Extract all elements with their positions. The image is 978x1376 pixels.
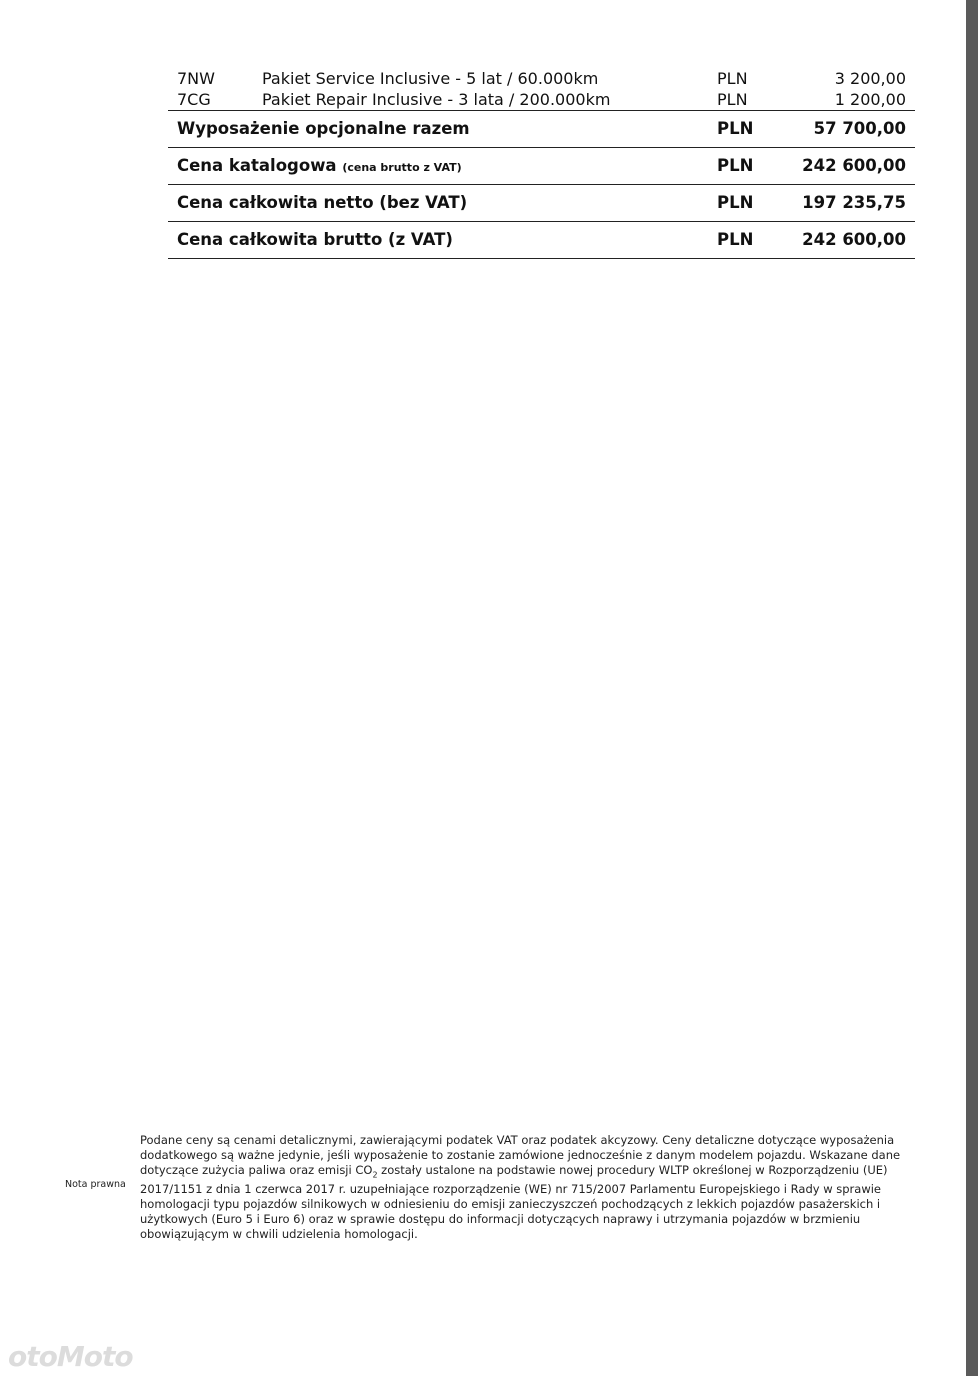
options-total-label: Wyposażenie opcjonalne razem: [177, 119, 470, 138]
gross-price-row: [168, 222, 915, 259]
page-edge: [966, 0, 978, 1376]
legal-text-part-1: Podane ceny są cenami detalicznymi, zawierającymi podatek VAT oraz podatek akcyzowy. Ceny detaliczne dotyczące wyposażenia dodatkowego są ważne jedynie, jeśli wyposażenie to zostanie zamówione jednocześnie z danym modelem pojazdu. Wskazane dane dotyczące zużycia paliwa oraz emisji CO: [140, 1133, 901, 1177]
options-total-currency: PLN: [717, 119, 754, 138]
gross-price-amount: 242 600,00: [802, 230, 906, 249]
gross-price-currency: PLN: [717, 230, 754, 249]
legal-note-paragraph: [140, 1133, 910, 1242]
table-row: [168, 68, 915, 89]
table-row: [168, 89, 915, 111]
catalog-price-label-group: [177, 148, 462, 186]
option-amount: 1 200,00: [834, 90, 906, 109]
co2-subscript: 2: [372, 1170, 378, 1180]
catalog-price-row: [168, 148, 915, 185]
option-code: 7NW: [177, 69, 215, 88]
option-description: Pakiet Repair Inclusive - 3 lata / 200.000km: [262, 90, 611, 109]
catalog-price-label: Cena katalogowa: [177, 156, 337, 175]
catalog-price-amount: 242 600,00: [802, 156, 906, 175]
options-total-row: [168, 111, 915, 148]
option-description: Pakiet Service Inclusive - 5 lat / 60.000km: [262, 69, 599, 88]
net-price-currency: PLN: [717, 193, 754, 212]
net-price-row: [168, 185, 915, 222]
net-price-label: Cena całkowita netto (bez VAT): [177, 193, 468, 212]
catalog-price-note: (cena brutto z VAT): [342, 161, 462, 174]
options-total-amount: 57 700,00: [813, 119, 906, 138]
legal-note-text: [140, 1133, 910, 1242]
legal-text-part-2: zostały ustalone na podstawie nowej procedury WLTP określonej w Rozporządzeniu (UE) 2017/1151 z dnia 1 czerwca 2017 r. uzupełniające rozporządzenie (WE) nr 715/2007 Parlamentu Europejskiego i Rady w sprawie homologacji typu pojazdów silnikowych w odniesieniu do emisji zanieczyszczeń pochodzących z lekkich pojazdów pasażerskich i użytkowych (Euro 5 i Euro 6) oraz w sprawie dostępu do informacji dotyczących naprawy i utrzymania pojazdów w brzmieniu obowiązującym w chwili udzielenia homologacji.: [140, 1163, 888, 1242]
catalog-price-currency: PLN: [717, 156, 754, 175]
legal-note-label: Nota prawna: [65, 1179, 126, 1190]
option-code: 7CG: [177, 90, 211, 109]
price-table: [168, 68, 915, 259]
option-currency: PLN: [717, 90, 748, 109]
net-price-amount: 197 235,75: [802, 193, 906, 212]
gross-price-label: Cena całkowita brutto (z VAT): [177, 230, 453, 249]
option-amount: 3 200,00: [834, 69, 906, 88]
option-currency: PLN: [717, 69, 748, 88]
watermark-logo: otoMoto: [8, 1340, 133, 1373]
